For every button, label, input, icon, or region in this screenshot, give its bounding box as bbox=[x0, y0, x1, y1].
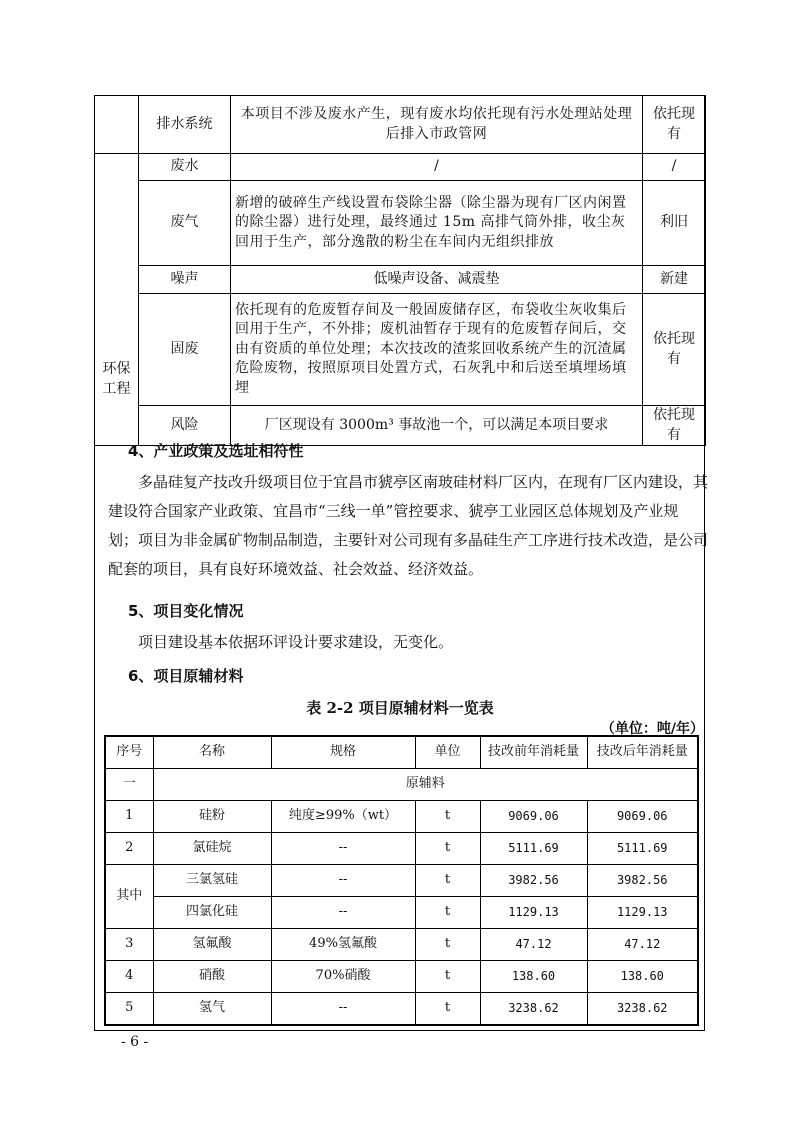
table-row bbox=[95, 154, 706, 181]
column-header: 序号 bbox=[105, 736, 153, 769]
consumption-before: 3982.56 bbox=[480, 865, 587, 897]
note-cell: 依托现有 bbox=[643, 294, 706, 406]
table-row bbox=[105, 897, 698, 929]
table-unit: （单位：吨/年） bbox=[600, 721, 704, 737]
consumption-after: 9069.06 bbox=[587, 801, 698, 833]
note-cell: 利旧 bbox=[643, 181, 706, 266]
section-4-text: 多晶硅复产技改升级项目位于宜昌市猇亭区南玻硅材料厂区内，在现有厂区内建设，其建设符合国家产业政策、宜昌市“三线一单”管控要求、猇亭工业园区总体规划及产业规划；项目为非金属矿物制品制造，主要针对公司现有多晶硅生产工序进行技术改造，是公司配套的项目，具有良好环境效益、社会效益、经济效益。 bbox=[108, 473, 709, 578]
group-number: 一 bbox=[105, 769, 153, 801]
item-cell: 废水 bbox=[139, 154, 231, 181]
page-number: - 6 - bbox=[121, 1034, 149, 1050]
note-cell: 依托现有 bbox=[643, 406, 706, 446]
material-unit: t bbox=[415, 961, 480, 993]
item-cell: 固废 bbox=[139, 294, 231, 406]
table-group-row bbox=[105, 769, 698, 801]
material-spec: 纯度≥99%（wt） bbox=[271, 801, 415, 833]
item-cell: 噪声 bbox=[139, 266, 231, 294]
column-header: 技改后年消耗量 bbox=[587, 736, 698, 769]
table-row bbox=[105, 961, 698, 993]
table-row bbox=[105, 865, 698, 897]
row-number: 1 bbox=[105, 801, 153, 833]
table-caption: 表 2-2 项目原辅材料一览表 bbox=[306, 699, 494, 717]
engineering-table bbox=[94, 95, 706, 446]
desc-cell: / bbox=[231, 154, 643, 181]
consumption-before: 1129.13 bbox=[480, 897, 587, 929]
table-row bbox=[105, 993, 698, 1026]
section-4-title: 4、产业政策及选址相符性 bbox=[128, 442, 304, 460]
item-cell: 废气 bbox=[139, 181, 231, 266]
column-header: 技改前年消耗量 bbox=[480, 736, 587, 769]
material-name: 氢气 bbox=[153, 993, 271, 1026]
row-number: 2 bbox=[105, 833, 153, 865]
item-cell: 风险 bbox=[139, 406, 231, 446]
material-spec: -- bbox=[271, 897, 415, 929]
materials-table bbox=[104, 735, 699, 1026]
material-name: 氯硅烷 bbox=[153, 833, 271, 865]
row-number: 4 bbox=[105, 961, 153, 993]
section-4-body bbox=[108, 468, 708, 584]
row-number: 5 bbox=[105, 993, 153, 1026]
material-unit: t bbox=[415, 801, 480, 833]
table-row bbox=[95, 181, 706, 266]
table-row bbox=[95, 266, 706, 294]
consumption-before: 9069.06 bbox=[480, 801, 587, 833]
consumption-after: 1129.13 bbox=[587, 897, 698, 929]
desc-cell: 新增的破碎生产线设置布袋除尘器（除尘器为现有厂区内闲置的除尘器）进行处理，最终通过 15m 高排气筒外排，收尘灰回用于生产，部分逸散的粉尘在车间内无组织排放 bbox=[231, 181, 643, 266]
section-5-text: 项目建设基本依据环评设计要求建设，无变化。 bbox=[138, 633, 454, 651]
material-name: 硅粉 bbox=[153, 801, 271, 833]
table-row bbox=[95, 294, 706, 406]
section-5-title: 5、项目变化情况 bbox=[128, 602, 244, 620]
desc-cell: 本项目不涉及废水产生，现有废水均依托现有污水处理站处理后排入市政管网 bbox=[231, 96, 643, 154]
env-engineering-label: 环保 工程 bbox=[95, 154, 139, 446]
material-spec: -- bbox=[271, 865, 415, 897]
material-spec: 49%氢氟酸 bbox=[271, 929, 415, 961]
subgroup-label: 其中 bbox=[105, 865, 153, 929]
note-cell: / bbox=[643, 154, 706, 181]
consumption-after: 5111.69 bbox=[587, 833, 698, 865]
consumption-after: 47.12 bbox=[587, 929, 698, 961]
material-unit: t bbox=[415, 897, 480, 929]
material-unit: t bbox=[415, 833, 480, 865]
material-spec: -- bbox=[271, 833, 415, 865]
consumption-after: 138.60 bbox=[587, 961, 698, 993]
material-spec: -- bbox=[271, 993, 415, 1026]
table-header-row bbox=[105, 736, 698, 769]
row-number: 3 bbox=[105, 929, 153, 961]
material-unit: t bbox=[415, 929, 480, 961]
consumption-before: 5111.69 bbox=[480, 833, 587, 865]
desc-cell: 厂区现设有 3000m³ 事故池一个，可以满足本项目要求 bbox=[231, 406, 643, 446]
material-unit: t bbox=[415, 865, 480, 897]
section-6-title: 6、项目原辅材料 bbox=[128, 667, 244, 685]
section-5-body bbox=[108, 628, 708, 657]
material-name: 四氯化硅 bbox=[153, 897, 271, 929]
consumption-before: 138.60 bbox=[480, 961, 587, 993]
consumption-before: 3238.62 bbox=[480, 993, 587, 1026]
column-header: 单位 bbox=[415, 736, 480, 769]
table-row bbox=[95, 96, 706, 154]
material-name: 硝酸 bbox=[153, 961, 271, 993]
footer-rule bbox=[94, 1030, 705, 1031]
note-cell: 新建 bbox=[643, 266, 706, 294]
consumption-after: 3238.62 bbox=[587, 993, 698, 1026]
material-spec: 70%硝酸 bbox=[271, 961, 415, 993]
material-unit: t bbox=[415, 993, 480, 1026]
item-cell: 排水系统 bbox=[139, 96, 231, 154]
column-header: 规格 bbox=[271, 736, 415, 769]
table-row bbox=[105, 801, 698, 833]
group-label: 原辅料 bbox=[153, 769, 698, 801]
category-cell bbox=[95, 96, 139, 154]
desc-cell: 低噪声设备、减震垫 bbox=[231, 266, 643, 294]
table-row bbox=[105, 929, 698, 961]
table-row bbox=[105, 833, 698, 865]
column-header: 名称 bbox=[153, 736, 271, 769]
material-name: 三氯氢硅 bbox=[153, 865, 271, 897]
desc-cell: 依托现有的危废暂存间及一般固废储存区，布袋收尘灰收集后回用于生产，不外排；废机油暂存于现有的危废暂存间后，交由有资质的单位处理；本次技改的渣浆回收系统产生的沉渣属危险废物，按照原项目处置方式，石灰乳中和后送至填埋场填埋 bbox=[231, 294, 643, 406]
material-name: 氢氟酸 bbox=[153, 929, 271, 961]
note-cell: 依托现有 bbox=[643, 96, 706, 154]
consumption-after: 3982.56 bbox=[587, 865, 698, 897]
consumption-before: 47.12 bbox=[480, 929, 587, 961]
